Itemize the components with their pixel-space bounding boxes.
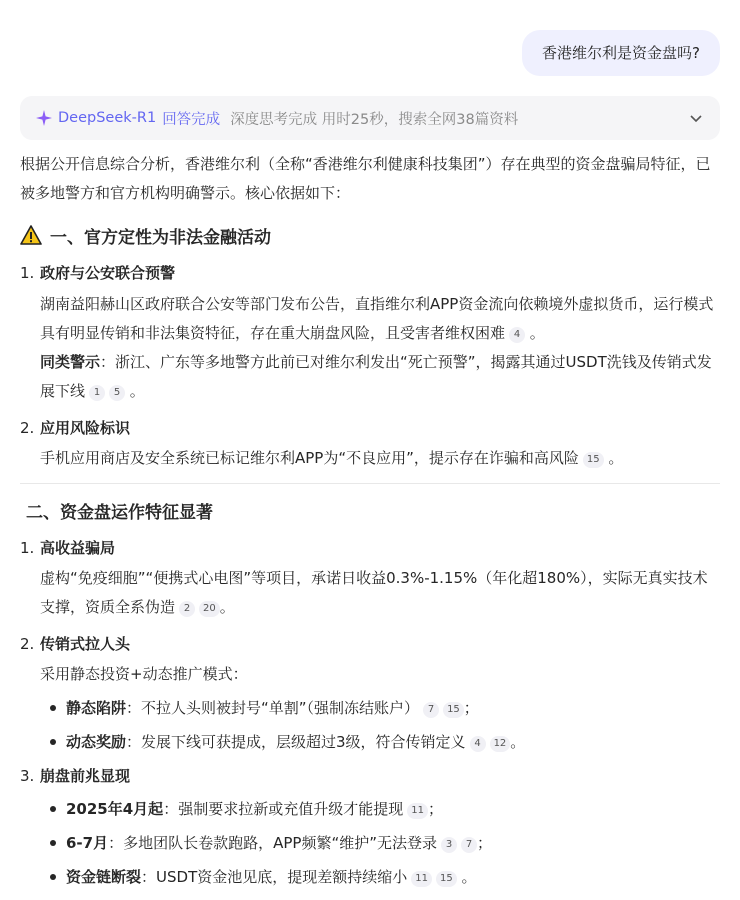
list-number: 1.	[20, 264, 35, 282]
citation-badge[interactable]: 15	[436, 871, 457, 887]
list-item-warning: 同类警示：浙江、广东等多地警方此前已对维尔利发出“死亡预警”，揭露其通过USDT洗钱及传销式发展下线 1 5 。	[40, 353, 712, 400]
section-title: 一、官方定性为非法金融活动	[50, 227, 271, 248]
user-message-bubble	[522, 30, 720, 76]
citation-badge[interactable]: 3	[441, 837, 457, 853]
bullet-item: 动态奖励：发展下线可获提成，层级超过3级，符合传销定义 4 12 。	[40, 727, 720, 757]
bullet-item: 2025年4月起：强制要求拉新或充值升级才能提现 11 ；	[40, 794, 720, 824]
citation-badge[interactable]: 15	[583, 452, 604, 468]
section-heading	[20, 495, 720, 525]
chevron-down-icon[interactable]	[688, 110, 704, 126]
citation-badge[interactable]: 4	[509, 327, 525, 343]
thinking-meta: 深度思考完成 用时25秒，搜索全网38篇资料	[230, 111, 519, 128]
list-item-title: 应用风险标识	[40, 419, 131, 437]
section-heading	[20, 220, 720, 250]
list-number: 3.	[20, 767, 35, 785]
list-item-title: 高收益骗局	[40, 539, 116, 557]
thinking-status-bar[interactable]	[20, 96, 720, 140]
sparkle-icon	[36, 110, 52, 126]
list-item	[20, 534, 720, 622]
list-item-title: 政府与公安联合预警	[40, 264, 176, 282]
section-divider	[20, 483, 720, 484]
answer-status: 回答完成	[162, 111, 221, 128]
citation-badge[interactable]: 4	[470, 736, 486, 752]
list-item-text: 湖南益阳赫山区政府联合公安等部门发布公告，直指维尔利APP资金流向依赖境外虚拟货币，运行模式具有明显传销和非法集资特征，存在重大崩盘风险，且受害者维权困难 4 。	[40, 295, 714, 342]
citation-badge[interactable]: 7	[461, 837, 477, 853]
list-item	[20, 630, 720, 757]
citation-badge[interactable]: 5	[109, 385, 125, 401]
list-number: 2.	[20, 419, 35, 437]
list-number: 1.	[20, 539, 35, 557]
user-message-text: 香港维尔利是资金盘吗?	[542, 44, 700, 62]
citation-badge[interactable]: 20	[199, 601, 220, 617]
answer-content	[20, 150, 720, 900]
list-item-text: 手机应用商店及安全系统已标记维尔利APP为“不良应用”，提示存在诈骗和高风险 15 。	[40, 449, 624, 467]
citation-badge[interactable]: 11	[407, 803, 428, 819]
model-name: DeepSeek-R1	[58, 110, 157, 126]
list-item-title: 崩盘前兆显现	[40, 767, 131, 785]
citation-badge[interactable]: 11	[411, 871, 432, 887]
citation-badge[interactable]: 1	[89, 385, 105, 401]
list-item-title: 传销式拉人头	[40, 635, 131, 653]
list-item	[20, 414, 720, 473]
citation-badge[interactable]: 12	[490, 736, 511, 752]
section-title: 二、资金盘运作特征显著	[26, 502, 213, 523]
citation-badge[interactable]: 2	[179, 601, 195, 617]
list-item-text: 采用静态投资+动态推广模式：	[40, 665, 248, 683]
warning-icon	[20, 225, 42, 245]
citation-badge[interactable]: 7	[423, 702, 439, 718]
bullet-item: 静态陷阱：不拉人头则被封号“单割”（强制冻结账户） 7 15 ；	[40, 693, 720, 723]
list-number: 2.	[20, 635, 35, 653]
list-item	[20, 762, 720, 892]
list-item-text: 虚构“免疫细胞”“便携式心电图”等项目，承诺日收益0.3%-1.15%（年化超180%），实际无真实技术支撑，资质全系伪造 2 20 。	[40, 569, 708, 616]
answer-intro: 根据公开信息综合分析，香港维尔利（全称“香港维尔利健康科技集团”）存在典型的资金盘骗局特征，已被多地警方和官方机构明确警示。核心依据如下：	[20, 155, 711, 202]
list-item	[20, 259, 720, 406]
citation-badge[interactable]: 15	[443, 702, 464, 718]
bullet-item: 6-7月：多地团队长卷款跑路，APP频繁“维护”无法登录 3 7 ；	[40, 828, 720, 858]
bullet-item: 资金链断裂：USDT资金池见底，提现差额持续缩小 11 15 。	[40, 862, 720, 892]
